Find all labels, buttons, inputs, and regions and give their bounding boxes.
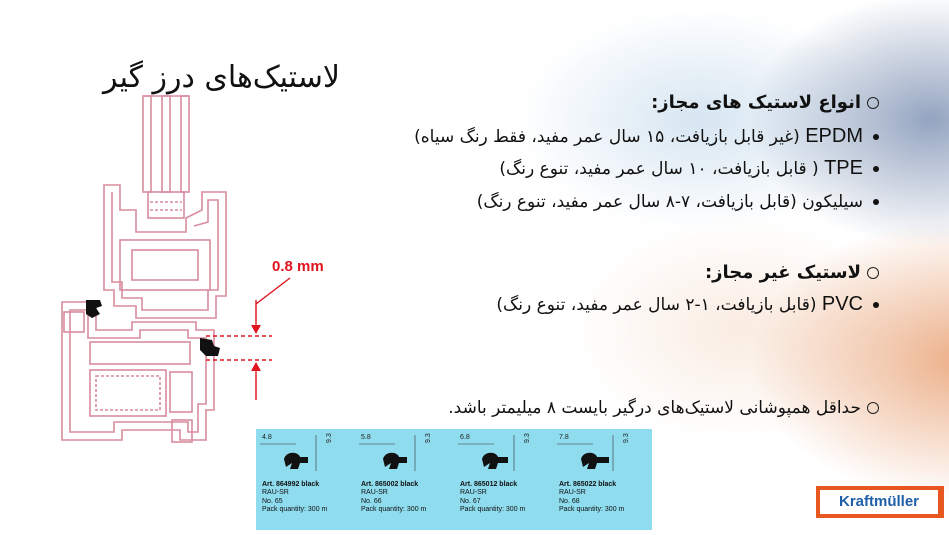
gasket-pack: Pack quantity: 300 m — [460, 506, 526, 514]
gasket-profile-icon — [553, 429, 652, 530]
gasket-height: 9.3 — [524, 433, 531, 443]
gasket-info — [559, 481, 624, 515]
gasket-card — [256, 429, 355, 530]
gasket-height: 9.3 — [623, 433, 630, 443]
gasket-profile-icon — [454, 429, 553, 530]
item-text: (غیر قابل بازیافت، ۱۵ سال عمر مفید، فقط رنگ سیاه) — [414, 127, 806, 147]
gasket-type: RAU-SR — [559, 489, 586, 497]
gasket-type: RAU-SR — [361, 489, 388, 497]
gasket-info — [262, 481, 327, 515]
gasket-art: Art. 865012 black — [460, 481, 518, 488]
gasket-pack: Pack quantity: 300 m — [262, 506, 328, 514]
gasket-art: Art. 864992 black — [262, 481, 320, 488]
gasket-width: 7.8 — [559, 434, 569, 441]
gasket-height: 9.3 — [425, 433, 432, 443]
gasket-profile-icon — [256, 429, 355, 530]
slide-title: لاستیک‌های درز گیر — [103, 60, 340, 95]
item-text: (قابل بازیافت، ۱-۲ سال عمر مفید، تنوع رنگ) — [496, 295, 822, 315]
logo-box — [820, 490, 938, 514]
gasket-info — [361, 481, 426, 515]
gasket-info — [460, 481, 525, 515]
gasket-pack: Pack quantity: 300 m — [559, 506, 625, 514]
gasket-width: 5.8 — [361, 434, 371, 441]
gasket-height: 9.3 — [326, 433, 333, 443]
gasket-no: No. 65 — [262, 497, 283, 505]
gasket-no: No. 67 — [460, 497, 481, 505]
gasket-card — [553, 429, 652, 530]
item-text: سیلیکون (قابل بازیافت، ۷-۸ سال عمر مفید، تنوع رنگ) — [476, 192, 863, 212]
gasket-art: Art. 865022 black — [559, 481, 617, 488]
gasket-lower-icon — [200, 338, 220, 356]
item-code: EPDM — [805, 125, 863, 147]
gasket-no: No. 66 — [361, 497, 382, 505]
gasket-card — [355, 429, 454, 530]
item-code: TPE — [824, 157, 863, 179]
gasket-card — [454, 429, 553, 530]
allowed-heading: انواع لاستیک های مجاز: — [651, 92, 861, 113]
item-text: ( قابل بازیافت، ۱۰ سال عمر مفید، تنوع رنگ) — [499, 159, 825, 179]
gasket-upper-icon — [86, 300, 102, 318]
item-code: PVC — [821, 293, 863, 315]
gasket-no: No. 68 — [559, 497, 580, 505]
gasket-art: Art. 865002 black — [361, 481, 419, 488]
gasket-catalog-strip — [256, 429, 652, 530]
logo-text: Kraftmüller — [838, 493, 920, 510]
gasket-type: RAU-SR — [460, 489, 487, 497]
gasket-width: 6.8 — [460, 434, 470, 441]
gasket-type: RAU-SR — [262, 489, 289, 497]
disallowed-heading: لاستیک غیر مجاز: — [704, 262, 861, 283]
dimension-label: 0.8 mm — [272, 258, 324, 275]
gasket-profile-icon — [355, 429, 454, 530]
overlap-note: حداقل همپوشانی لاستیک‌های درگیر بایست ۸ میلیمتر باشد. — [448, 398, 861, 418]
gasket-pack: Pack quantity: 300 m — [361, 506, 427, 514]
gasket-width: 4.8 — [262, 434, 272, 441]
kraftmuller-logo — [816, 486, 944, 518]
